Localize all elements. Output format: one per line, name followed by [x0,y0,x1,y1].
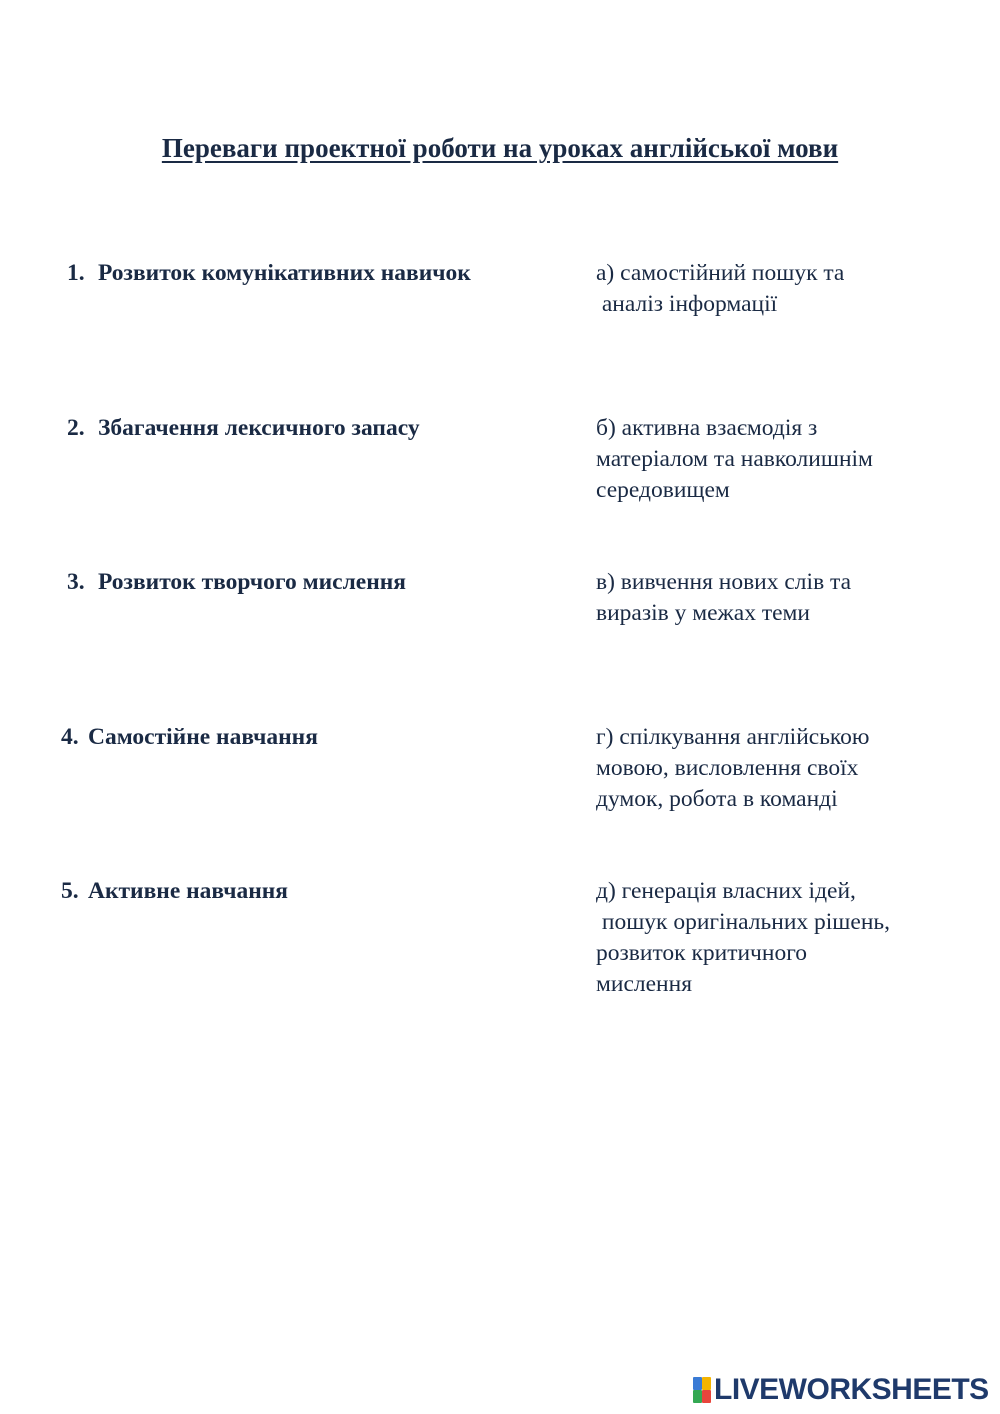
answer-line: в) вивчення нових слів та [596,569,852,595]
item-number: 4. [61,724,79,750]
answer-line: середовищем [596,477,730,503]
logo-text: LIVEWORKSHEETS [714,1373,989,1406]
item-text: Розвиток комунікативних навичок [98,260,471,286]
answer-item-v [596,567,976,629]
item-number: 5. [61,878,79,904]
list-item-4 [61,722,318,753]
logo-square [693,1390,702,1403]
answer-line: думок, робота в команді [596,786,838,812]
logo-square [702,1390,711,1403]
answer-line: мовою, висловлення своїх [596,755,859,781]
logo-square [702,1377,711,1390]
list-item-3 [67,567,406,598]
answer-item-h [596,722,976,815]
item-text: Розвиток творчого мислення [98,569,407,595]
item-number: 1. [67,260,85,286]
list-item-5 [61,876,288,907]
answer-item-b [596,413,976,506]
item-text: Активне навчання [88,878,289,904]
list-item-2 [67,413,420,444]
answer-line: мислення [596,971,692,997]
answer-line: г) спілкування англійською [596,724,870,750]
answer-line: виразів у межах теми [596,600,811,626]
liveworksheets-logo-icon [693,1377,711,1403]
list-item-1 [67,258,471,289]
answer-line: пошук оригінальних рішень, [596,909,890,935]
answer-line: аналіз інформації [596,291,778,317]
answer-line: розвиток критичного [596,940,807,966]
logo-square [693,1377,702,1390]
page-title: Переваги проектної роботи на уроках англійської мови [161,133,839,163]
item-number: 3. [67,569,85,595]
item-number: 2. [67,415,85,441]
answer-line: б) активна взаємодія з [596,415,818,441]
answer-line: д) генерація власних ідей, [596,878,856,904]
liveworksheets-logo[interactable] [693,1374,989,1406]
answer-line: а) самостійний пошук та [596,260,845,286]
answer-item-d [596,876,976,1000]
answer-item-a [596,258,976,320]
item-text: Збагачення лексичного запасу [98,415,420,441]
item-text: Самостійне навчання [88,724,318,750]
answer-line: матеріалом та навколишнім [596,446,873,472]
